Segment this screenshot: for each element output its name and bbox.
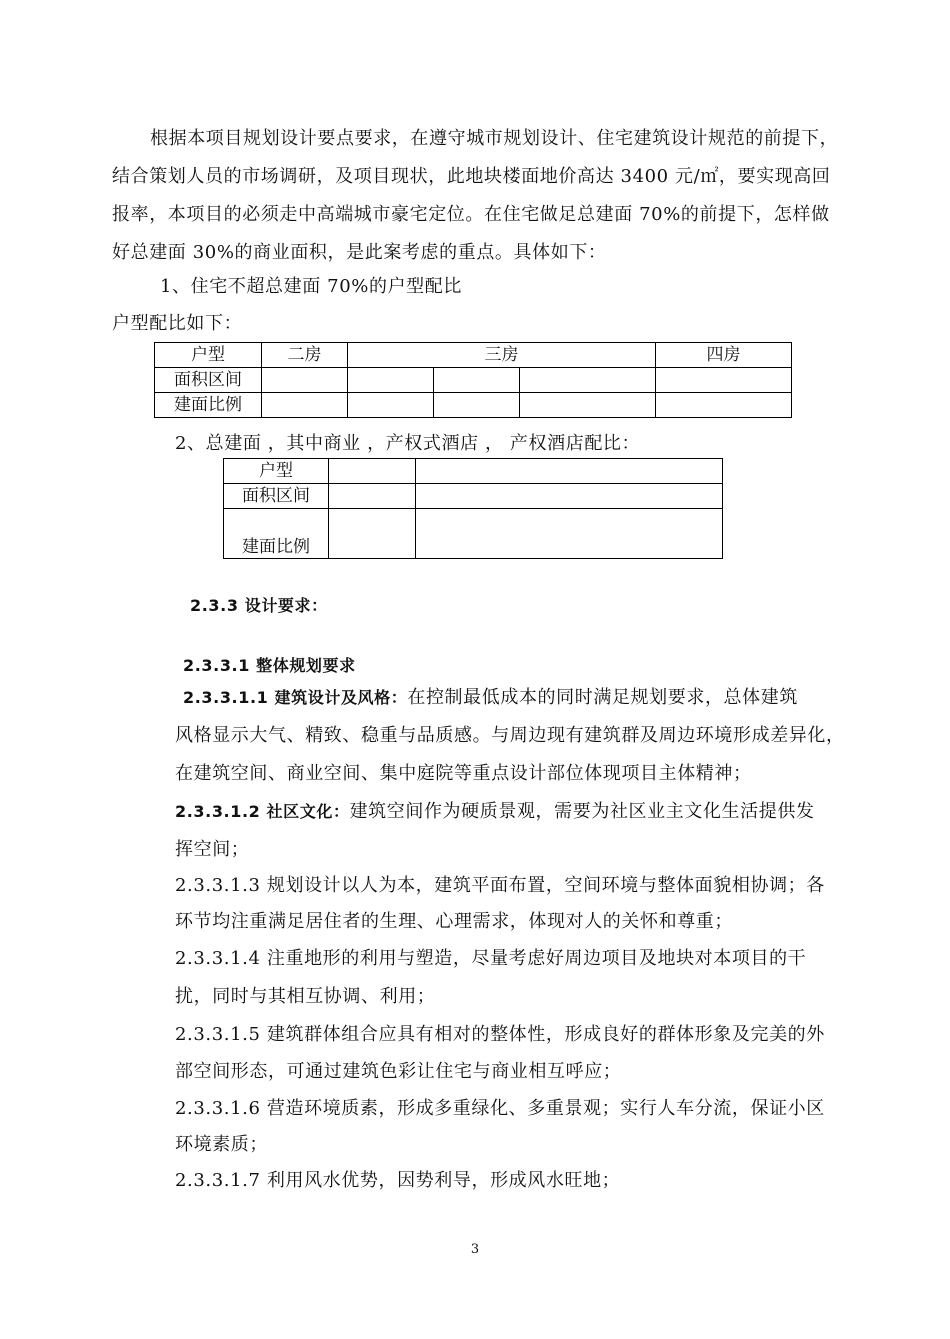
- table-row: [155, 343, 792, 368]
- item2-title: 2、总建面 ，其中商业 ，产权式酒店 ， 产权酒店配比：: [175, 433, 641, 454]
- paragraph-6-line-1: 2.3.3.1.6 营造环境质素，形成多重绿化、多重景观；实行人车分流，保证小区: [175, 1098, 825, 1119]
- table-row: [224, 484, 723, 509]
- paragraph-3-line-2: 环节均注重满足居住者的生理、心理需求，体现对人的关怀和尊重；: [175, 911, 733, 932]
- table-row: [224, 509, 723, 559]
- paragraph-5-line-1: 2.3.3.1.5 建筑群体组合应具有相对的整体性，形成良好的群体形象及完美的外: [175, 1024, 825, 1045]
- table-cell: [416, 509, 723, 559]
- unit-ratio-table: [154, 342, 792, 418]
- table-cell: 户型: [224, 459, 329, 484]
- intro-line-4: 好总建面 30%的商业面积，是此案考虑的重点。具体如下：: [112, 242, 607, 263]
- table-cell: [656, 393, 792, 418]
- intro-line-1: 根据本项目规划设计要点要求，在遵守城市规划设计、住宅建筑设计规范的前提下，: [150, 128, 839, 149]
- page-number: 3: [470, 1242, 480, 1257]
- paragraph-5-line-2: 部空间形态，可通过建筑色彩让住宅与商业相互呼应；: [175, 1061, 622, 1082]
- table-cell: [434, 393, 520, 418]
- paragraph-1-line-3: 在建筑空间、商业空间、集中庭院等重点设计部位体现项目主体精神；: [175, 763, 752, 784]
- paragraph-4-line-1: 2.3.3.1.4 注重地形的利用与塑造，尽量考虑好周边项目及地块对本项目的干: [175, 948, 807, 969]
- table-cell: [348, 368, 434, 393]
- table-cell: [329, 459, 416, 484]
- paragraph-1-heading: 2.3.3.1.1 建筑设计及风格：: [183, 688, 408, 707]
- table-cell: [520, 393, 656, 418]
- paragraph-2-text: 建筑空间作为硬质景观，需要为社区业主文化生活提供发: [349, 801, 815, 822]
- table-cell: [329, 509, 416, 559]
- table-cell: 户型: [155, 343, 262, 368]
- table-cell: [520, 368, 656, 393]
- table-cell: [416, 484, 723, 509]
- table-cell: 建面比例: [224, 509, 329, 559]
- table-cell: 四房: [656, 343, 792, 368]
- paragraph-3-line-1: 2.3.3.1.3 规划设计以人为本，建筑平面布置，空间环境与整体面貌相协调；各: [175, 875, 825, 896]
- table-cell: 建面比例: [155, 393, 262, 418]
- item1-caption: 户型配比如下：: [112, 313, 243, 334]
- paragraph-2-line-2: 挥空间；: [175, 839, 250, 860]
- table-cell: 面积区间: [155, 368, 262, 393]
- paragraph-1-line-1: [183, 687, 798, 709]
- table-cell: [416, 459, 723, 484]
- table-cell: 二房: [262, 343, 348, 368]
- paragraph-2-heading: 2.3.3.1.2 社区文化：: [175, 802, 350, 821]
- paragraph-4-line-2: 扰，同时与其相互协调、利用；: [175, 986, 436, 1007]
- paragraph-2-line-1: [175, 801, 815, 823]
- paragraph-7-line-1: 2.3.3.1.7 利用风水优势，因势利导，形成风水旺地；: [175, 1170, 621, 1191]
- table-cell: 面积区间: [224, 484, 329, 509]
- item1-title: 1、住宅不超总建面 70%的户型配比: [160, 276, 462, 297]
- hotel-ratio-table: [223, 458, 723, 559]
- paragraph-6-line-2: 环境素质；: [175, 1134, 268, 1155]
- intro-line-2: 结合策划人员的市场调研，及项目现状，此地块楼面地价高达 3400 元/㎡，要实现高回: [112, 166, 831, 187]
- table-row: [155, 393, 792, 418]
- section-heading-2-3-3-1: 2.3.3.1 整体规划要求: [183, 656, 356, 675]
- table-cell: [262, 368, 348, 393]
- paragraph-1-line-2: 风格显示大气、精致、稳重与品质感。与周边现有建筑群及周边环境形成差异化，: [175, 725, 845, 746]
- table-row: [155, 368, 792, 393]
- table-cell: [656, 368, 792, 393]
- table-row: [224, 459, 723, 484]
- table-cell: [262, 393, 348, 418]
- table-cell: [329, 484, 416, 509]
- table-cell: 三房: [348, 343, 656, 368]
- paragraph-1-text: 在控制最低成本的同时满足规划要求，总体建筑: [407, 687, 798, 708]
- table-cell: [434, 368, 520, 393]
- intro-line-3: 报率，本项目的必须走中高端城市豪宅定位。在住宅做足总建面 70%的前提下，怎样做: [112, 204, 830, 225]
- table-cell: [348, 393, 434, 418]
- section-heading-2-3-3: 2.3.3 设计要求：: [190, 596, 328, 615]
